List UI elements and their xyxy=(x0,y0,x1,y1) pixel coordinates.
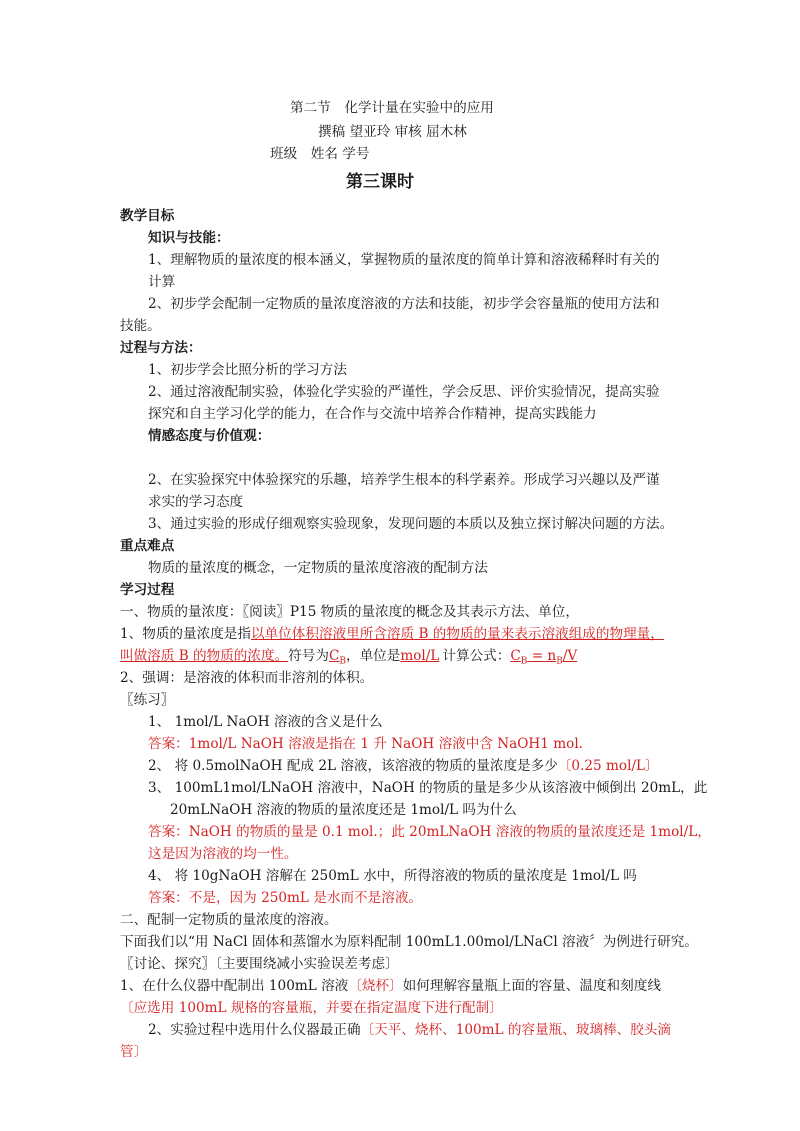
process-method-heading: 过程与方法： xyxy=(120,340,202,356)
definition-prefix: 1、物质的量浓度是指 xyxy=(120,626,251,642)
part-one-heading: 一、物质的量浓度：〖阅读〗P15 物质的量浓度的概念及其表示方法、单位， xyxy=(120,604,579,620)
discussion-question-2-prefix: 2、实验过程中选用什么仪器最正确 xyxy=(148,1022,361,1038)
unit-answer: mol/L xyxy=(400,648,440,664)
answer-4: 答案：不是，因为 250mL 是水而不是溶液。 xyxy=(148,890,423,906)
part-two-heading: 二、配制一定物质的量浓度的溶液。 xyxy=(120,912,338,928)
intro-line: 下面我们以“用 NaCl 固体和蒸馏水为原料配制 100mL1.00mol/LNaCl 溶液〞为例进行研究。 xyxy=(120,934,698,950)
knowledge-item-1-cont: 计算 xyxy=(148,274,176,290)
knowledge-item-2-cont: 技能。 xyxy=(120,318,161,334)
discussion-question-1-suffix: 如何理解容量瓶上面的容量、温度和刻度线 xyxy=(402,978,661,994)
emotion-item-3: 3、通过实验的形成仔细观察实验现象，发现问题的本质以及独立探讨解决问题的方法。 xyxy=(148,516,674,532)
formula-label: 计算公式： xyxy=(442,648,511,664)
discussion-answer-2: 〔天平、烧杯、100mL 的容量瓶、玻璃棒、胶头滴 xyxy=(360,1022,672,1038)
learning-process-heading: 学习过程 xyxy=(120,582,175,598)
emotion-item-2-cont: 求实的学习态度 xyxy=(148,494,244,510)
definition-line-cont xyxy=(120,648,577,668)
process-item-1: 1、初步学会比照分析的学习方法 xyxy=(148,362,347,378)
definition-answer-cont: 叫做溶质 B 的物质的浓度。 xyxy=(120,648,289,664)
discussion-answer-1: 〔应选用 100mL 规格的容量瓶，并要在指定温度下进行配制〕 xyxy=(120,1000,503,1016)
section-title: 第二节 化学计量在实验中的应用 xyxy=(290,100,494,116)
lesson-title: 第三课时 xyxy=(346,172,414,192)
question-4: 4、 将 10gNaOH 溶解在 250mL 水中，所得溶液的物质的量浓度是 1mol/L 吗 xyxy=(148,868,637,884)
question-2 xyxy=(148,758,659,774)
emotion-heading: 情感态度与价值观： xyxy=(148,428,271,444)
practice-heading: 〖练习〗 xyxy=(120,692,175,708)
definition-line xyxy=(120,626,664,642)
knowledge-heading: 知识与技能： xyxy=(148,230,230,246)
knowledge-item-1: 1、理解物质的量浓度的根本涵义，掌握物质的量浓度的简单计算和溶液稀释时有关的 xyxy=(148,252,660,268)
discussion-heading: 〖讨论、探究〗〔主要围绕减小实验误差考虑〕 xyxy=(120,956,399,972)
discussion-question-2 xyxy=(148,1022,671,1038)
emotion-item-2: 2、在实验探究中体验探究的乐趣，培养学生根本的科学素养。形成学习兴趣以及严谨 xyxy=(148,472,660,488)
answer-1: 答案：1mol/L NaOH 溶液是指在 1 升 NaOH 溶液中含 NaOH1 mol. xyxy=(148,736,583,752)
class-name-id-line: 班级 姓名 学号 xyxy=(270,146,370,162)
process-item-2-cont: 探究和自主学习化学的能力，在合作与交流中培养合作精神，提高实践能力 xyxy=(148,406,597,422)
discussion-question-1 xyxy=(120,978,661,994)
formula-answer: $C_B = n_B/V$ xyxy=(510,648,578,667)
answer-2: 〔0.25 mol/L〕 xyxy=(557,758,659,774)
discussion-question-1-prefix: 1、在什么仪器中配制出 100mL 溶液 xyxy=(120,978,349,994)
symbol-answer: $C_B$ xyxy=(328,648,346,667)
answer-3-cont: 这是因为溶液的均一性。 xyxy=(148,846,298,862)
process-item-2: 2、通过溶液配制实验，体验化学实验的严谨性，学会反思、评价实验情况，提高实验 xyxy=(148,384,660,400)
key-points-text: 物质的量浓度的概念，一定物质的量浓度溶液的配制方法 xyxy=(148,560,488,576)
question-3: 3、 100mL1mol/LNaOH 溶液中，NaOH 的物质的量是多少从该溶液中倾倒出 20mL，此 xyxy=(148,780,708,796)
unit-label: ，单位是 xyxy=(345,648,401,664)
emphasis-line: 2、强调：是溶液的体积而非溶剂的体积。 xyxy=(120,670,374,686)
discussion-answer-2-cont: 管〕 xyxy=(120,1044,148,1060)
knowledge-item-2: 2、初步学会配制一定物质的量浓度溶液的方法和技能，初步学会容量瓶的使用方法和 xyxy=(148,296,660,312)
question-3-cont: 20mLNaOH 溶液的物质的量浓度还是 1mol/L 吗为什么 xyxy=(170,802,517,818)
discussion-answer-1-inline: 〔烧杯〕 xyxy=(348,978,403,994)
definition-answer: 以单位体积溶液里所含溶质 B 的物质的量来表示溶液组成的物理量， xyxy=(251,626,664,642)
question-1: 1、 1mol/L NaOH 溶液的含义是什么 xyxy=(148,714,383,730)
symbol-label: 符号为 xyxy=(288,648,329,664)
question-2-text: 2、 将 0.5molNaOH 配成 2L 溶液，该溶液的物质的量浓度是多少 xyxy=(148,758,558,774)
objectives-heading: 教学目标 xyxy=(120,208,175,224)
key-points-heading: 重点难点 xyxy=(120,538,175,554)
answer-3: 答案：NaOH 的物质的量是 0.1 mol.；此 20mLNaOH 溶液的物质的量浓度还是 1mol/L， xyxy=(148,824,711,840)
authors-line: 撰稿 望亚玲 审核 屈木林 xyxy=(318,124,467,140)
